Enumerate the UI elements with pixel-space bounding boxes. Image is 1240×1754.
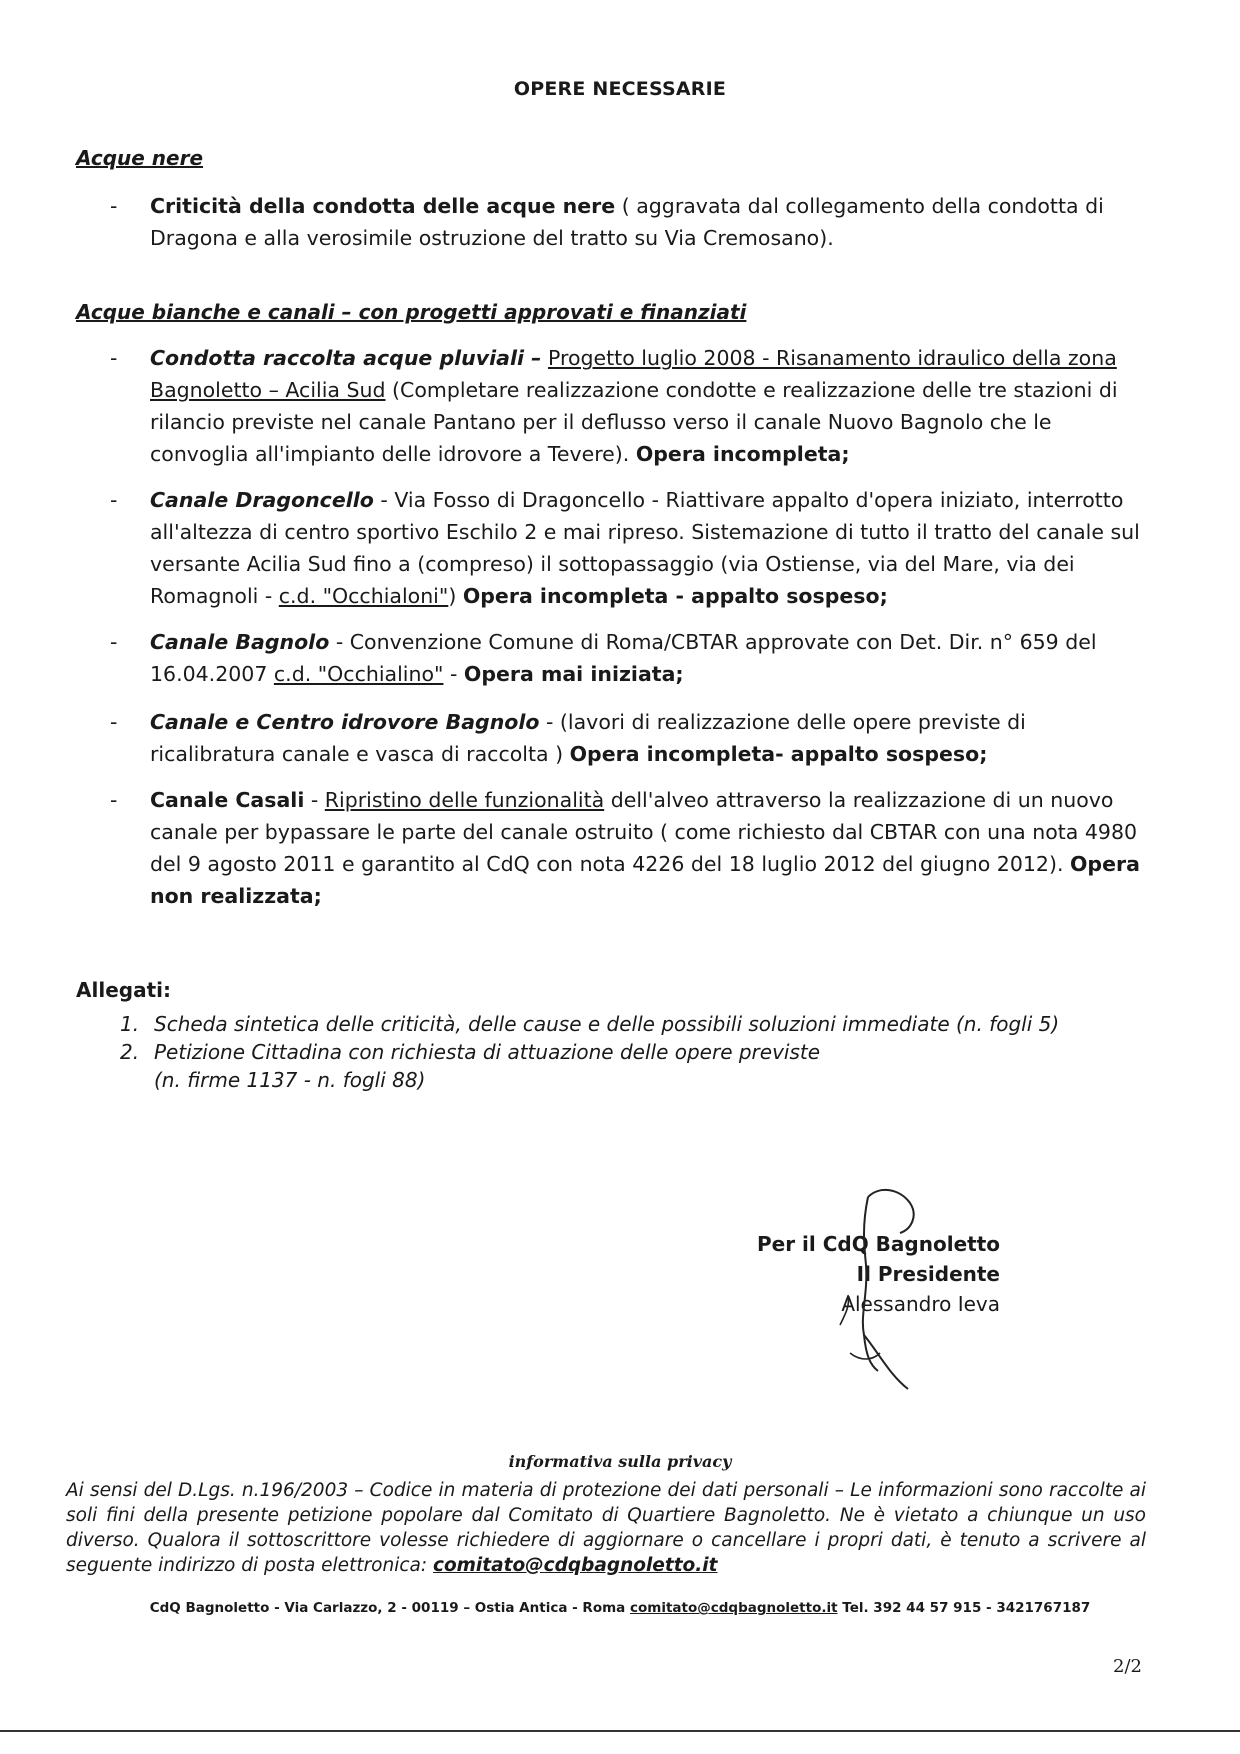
attachment-item bbox=[120, 1038, 1160, 1094]
signature-name: Alessandro Ieva bbox=[841, 1292, 1000, 1316]
item-heading: Canale e Centro idrovore Bagnolo bbox=[150, 710, 540, 734]
list-item bbox=[110, 706, 1150, 770]
item-text-2: - bbox=[443, 662, 464, 686]
attachments-heading: Allegati: bbox=[76, 978, 171, 1002]
list-item bbox=[110, 342, 1150, 470]
list-dash: - bbox=[110, 630, 118, 654]
item-link: Progetto luglio 2008 - Risanamento idraulico della zona Bagnoletto – Acilia Sud bbox=[150, 346, 1117, 402]
footer-phones: Tel. 392 44 57 915 - 3421767187 bbox=[837, 1600, 1091, 1616]
item-text-2: dell'alveo attraverso la realizzazione di un nuovo canale per bypassare le parte del canale ostruito ( come richiesto dal CBTAR con una nota 4980 del 9 agosto 2011 e garantito al CdQ con nota 4226 del 18 luglio 2012 del giugno 2012). bbox=[150, 788, 1138, 876]
item-heading: Canale Bagnolo bbox=[150, 630, 330, 654]
item-link: c.d. "Occhialoni" bbox=[278, 584, 449, 608]
attachment-item bbox=[120, 1010, 1160, 1038]
attachment-text: Scheda sintetica delle criticità, delle cause e delle possibili soluzioni immediate (n. fogli 5) bbox=[154, 1012, 1060, 1036]
list-dash: - bbox=[110, 194, 118, 218]
item-status: Opera non realizzata; bbox=[150, 852, 1140, 908]
section-heading-acque-bianche: Acque bianche e canali – con progetti approvati e finanziati bbox=[76, 300, 747, 324]
privacy-text: Ai sensi del D.Lgs. n.196/2003 – Codice in materia di protezione dei dati personali – Le informazioni sono raccolte ai soli fini della presente petizione popolare dal Comitato di Quartiere Bagnoletto. Ne è vietato a chiunque un uso diverso. Qualora il sottoscrittore volesse richiedere di aggiornare o cancellare i propri dati, è tenuto a scrivere al seguente indirizzo di posta elettronica: bbox=[66, 1480, 1146, 1576]
list-item bbox=[110, 190, 1150, 254]
item-text-2: ) bbox=[448, 584, 463, 608]
item-text: - (lavori di realizzazione delle opere previste di ricalibratura canale e vasca di raccolta ) bbox=[150, 710, 1026, 766]
list-dash: - bbox=[110, 710, 118, 734]
item-status: Opera incompleta - appalto sospeso; bbox=[462, 584, 888, 608]
footer bbox=[0, 1600, 1240, 1616]
item-status: Opera mai iniziata; bbox=[463, 662, 684, 686]
page-title: OPERE NECESSARIE bbox=[513, 78, 727, 100]
list-dash: - bbox=[110, 488, 118, 512]
list-item bbox=[110, 784, 1150, 912]
list-dash: - bbox=[110, 346, 118, 370]
privacy-notice bbox=[66, 1478, 1146, 1578]
handwritten-signature bbox=[820, 1185, 950, 1390]
attachment-text-2: (n. firme 1137 - n. fogli 88) bbox=[154, 1068, 426, 1092]
item-status: Opera incompleta; bbox=[635, 442, 850, 466]
item-heading: Criticità della condotta delle acque nere bbox=[150, 194, 616, 218]
attachment-number: 2. bbox=[120, 1040, 140, 1064]
item-link: c.d. "Occhialino" bbox=[273, 662, 444, 686]
item-text: - bbox=[304, 788, 325, 812]
item-text: (Completare realizzazione condotte e realizzazione delle tre stazioni di rilancio previste nel canale Pantano per il deflusso verso il canale Nuovo Bagnolo che le convoglia all'impianto delle idrovore a Tevere). bbox=[150, 378, 1118, 466]
attachment-number: 1. bbox=[120, 1012, 140, 1036]
item-status: Opera incompleta- appalto sospeso; bbox=[569, 742, 988, 766]
signature-line-2: Il Presidente bbox=[856, 1262, 1000, 1286]
page-number: 2/2 bbox=[1113, 1656, 1142, 1677]
item-text: ( aggravata dal collegamento della condotta di Dragona e alla verosimile ostruzione del tratto su Via Cremosano). bbox=[150, 194, 1104, 250]
list-dash: - bbox=[110, 788, 118, 812]
bottom-rule bbox=[0, 1730, 1240, 1732]
privacy-title: informativa sulla privacy bbox=[508, 1452, 732, 1471]
item-text: - Convenzione Comune di Roma/CBTAR approvate con Det. Dir. n° 659 del 16.04.2007 bbox=[150, 630, 1097, 686]
privacy-email-link[interactable]: comitato@cdqbagnoletto.it bbox=[432, 1555, 718, 1576]
signature-line-1: Per il CdQ Bagnoletto bbox=[757, 1232, 1000, 1256]
item-heading: Canale Casali bbox=[150, 788, 305, 812]
list-item bbox=[110, 484, 1150, 612]
item-heading: Canale Dragoncello bbox=[150, 488, 374, 512]
footer-email-link[interactable]: comitato@cdqbagnoletto.it bbox=[629, 1600, 838, 1616]
item-text: - Via Fosso di Dragoncello - Riattivare appalto d'opera iniziato, interrotto all'altezza di centro sportivo Eschilo 2 e mai ripreso. Sistemazione di tutto il tratto del canale sul versante Acilia Sud fino a (compreso) il sottopassaggio (via Ostiense, via del Mare, via dei Romagnoli - bbox=[150, 488, 1140, 608]
section-heading-acque-nere: Acque nere bbox=[76, 146, 204, 170]
list-item bbox=[110, 626, 1150, 690]
footer-address: CdQ Bagnoletto - Via Carlazzo, 2 - 00119 – Ostia Antica - Roma bbox=[149, 1600, 630, 1616]
attachment-text: Petizione Cittadina con richiesta di attuazione delle opere previste bbox=[154, 1040, 821, 1064]
item-link: Ripristino delle funzionalità bbox=[324, 788, 605, 812]
item-heading: Condotta raccolta acque pluviali – bbox=[150, 346, 542, 370]
